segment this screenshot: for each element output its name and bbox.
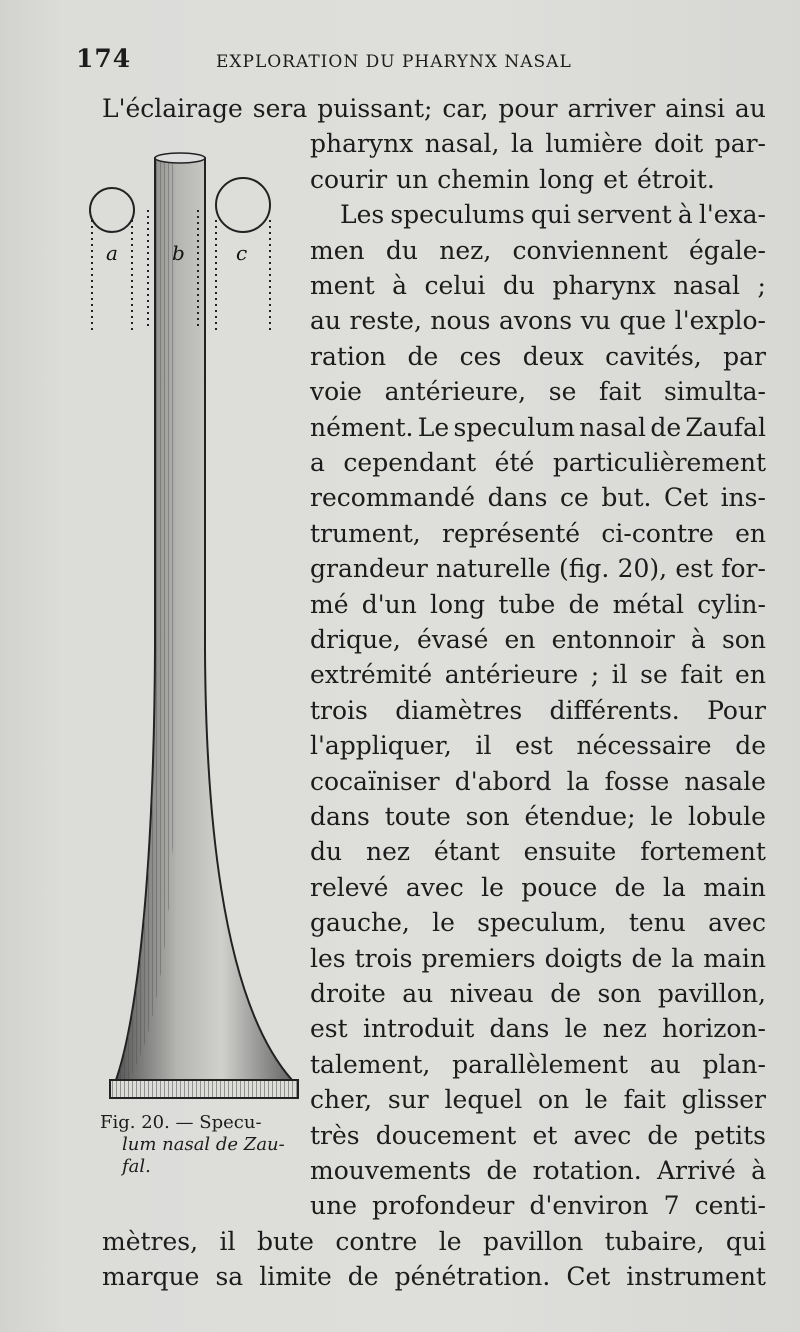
word: évasé xyxy=(416,625,489,654)
word: pavillon xyxy=(483,1227,584,1256)
word: but. xyxy=(601,483,652,512)
word: représenté xyxy=(442,519,581,548)
word: avons xyxy=(499,306,573,335)
word: 20), xyxy=(617,554,668,583)
word: par xyxy=(723,342,766,371)
caption-line-3: fal. xyxy=(122,1156,151,1177)
word: speculum, xyxy=(477,908,607,937)
word: simulta- xyxy=(663,377,766,406)
text-line xyxy=(310,1012,766,1046)
figure-caption xyxy=(100,1112,300,1178)
word: dans xyxy=(489,1014,550,1043)
text-line xyxy=(310,623,766,657)
word: lobule xyxy=(688,802,766,831)
word: particulièrement xyxy=(552,448,766,477)
word: de xyxy=(647,1121,679,1150)
word: de xyxy=(347,1262,379,1291)
word: pouce xyxy=(521,873,598,902)
word: la xyxy=(566,767,590,796)
text-line xyxy=(310,977,766,1011)
caption-line-2: lum nasal de Zau- xyxy=(122,1134,285,1155)
word: doigts xyxy=(544,944,623,973)
word: arriver xyxy=(567,94,656,123)
word: Pour xyxy=(707,696,766,725)
text-line xyxy=(310,729,766,763)
word: speculum xyxy=(453,413,576,442)
word: bute xyxy=(256,1227,314,1256)
word: Cet xyxy=(664,483,708,512)
word: l'appliquer, xyxy=(310,731,452,760)
word: mé xyxy=(310,590,349,619)
word: car, xyxy=(442,94,489,123)
text-line xyxy=(310,552,766,586)
word: son xyxy=(465,802,510,831)
word: été xyxy=(494,448,535,477)
word: courir xyxy=(310,165,388,194)
word: toute xyxy=(384,802,451,831)
word: petits xyxy=(694,1121,766,1150)
word: fait xyxy=(623,1085,666,1114)
word: ces xyxy=(459,342,502,371)
speculum-base xyxy=(110,1080,298,1098)
word: de xyxy=(735,731,766,760)
word: sur xyxy=(387,1085,429,1114)
word: nez xyxy=(602,1014,647,1043)
word: servent xyxy=(577,200,672,229)
text-line xyxy=(310,375,766,409)
word: doit xyxy=(654,129,704,158)
word: celui xyxy=(424,271,486,300)
text-line xyxy=(310,517,766,551)
diameter-circle-a xyxy=(90,188,134,232)
word: L'éclairage xyxy=(102,94,243,123)
word: l'explo- xyxy=(674,306,766,335)
word: cependant xyxy=(343,448,477,477)
word: mouvements xyxy=(310,1156,472,1185)
diameter-circle-c xyxy=(216,178,270,232)
word: étendue; xyxy=(524,802,636,831)
word: étroit. xyxy=(636,165,715,194)
word: trois xyxy=(354,944,413,973)
word: nasal xyxy=(579,413,647,442)
word: grandeur xyxy=(310,554,428,583)
word: puissant; xyxy=(317,94,433,123)
word: nez xyxy=(365,837,411,866)
word: antérieure, xyxy=(384,377,527,406)
word: limite xyxy=(259,1262,332,1291)
word: la xyxy=(510,129,534,158)
text-line xyxy=(310,481,766,515)
word: Les xyxy=(340,200,385,229)
text-line xyxy=(310,765,766,799)
word: au xyxy=(310,306,342,335)
word: doucement xyxy=(375,1121,517,1150)
word: qui xyxy=(725,1227,766,1256)
word: en xyxy=(735,519,766,548)
word: une xyxy=(310,1191,357,1220)
word: antérieure xyxy=(444,660,579,689)
word: avec xyxy=(405,873,464,902)
word: ; xyxy=(590,660,600,689)
word: cher, xyxy=(310,1085,373,1114)
word: rotation. xyxy=(532,1156,642,1185)
word: parallèlement xyxy=(452,1050,629,1079)
word: long xyxy=(538,165,595,194)
word: avec xyxy=(573,1121,632,1150)
word: chemin xyxy=(437,165,530,194)
word: tube xyxy=(498,590,556,619)
text-line xyxy=(310,1083,766,1117)
word: 7 xyxy=(663,1191,680,1220)
word: d'abord xyxy=(454,767,552,796)
word: vu xyxy=(580,306,611,335)
text-line xyxy=(310,906,766,940)
word: drique, xyxy=(310,625,401,654)
word: diamètres xyxy=(395,696,523,725)
word: de xyxy=(631,944,663,973)
word: Le xyxy=(417,413,450,442)
word: on xyxy=(538,1085,570,1114)
word: la xyxy=(671,944,695,973)
word: étant xyxy=(433,837,500,866)
word: du xyxy=(385,236,418,265)
word: men xyxy=(310,236,365,265)
word: et xyxy=(603,165,628,194)
word: il xyxy=(475,731,492,760)
word: instrument xyxy=(626,1262,766,1291)
word: premiers xyxy=(421,944,536,973)
word: au xyxy=(734,94,766,123)
word: trois xyxy=(310,696,368,725)
word: lumière xyxy=(545,129,643,158)
word: ci-contre xyxy=(601,519,714,548)
text-line xyxy=(310,588,766,622)
word: ; xyxy=(757,271,766,300)
word: par- xyxy=(714,129,766,158)
text-line xyxy=(310,234,766,268)
word: très xyxy=(310,1121,360,1150)
word: nez, xyxy=(439,236,492,265)
word: recommandé xyxy=(310,483,476,512)
word: ensuite xyxy=(523,837,617,866)
word: fortement xyxy=(640,837,766,866)
word: conviennent xyxy=(512,236,668,265)
word: les xyxy=(310,944,346,973)
word: main xyxy=(703,873,766,902)
text-line xyxy=(310,694,766,728)
word: plan- xyxy=(702,1050,766,1079)
word: au xyxy=(649,1050,681,1079)
word: en xyxy=(504,625,536,654)
word: est xyxy=(675,554,714,583)
word: de xyxy=(550,979,582,1008)
word: au xyxy=(402,979,434,1008)
word: introduit xyxy=(362,1014,475,1043)
figure-label-a: a xyxy=(106,241,118,265)
word: dans xyxy=(310,802,370,831)
text-line xyxy=(310,340,766,374)
word: cylin- xyxy=(697,590,766,619)
word: et xyxy=(532,1121,558,1150)
text-line xyxy=(310,1119,766,1153)
word: trument, xyxy=(310,519,421,548)
word: sera xyxy=(252,94,308,123)
word: dans xyxy=(487,483,548,512)
word: fait xyxy=(599,377,642,406)
word: nécessaire xyxy=(576,731,712,760)
word: niveau xyxy=(449,979,534,1008)
text-line xyxy=(310,304,766,338)
text-line xyxy=(340,198,766,232)
word: a xyxy=(310,448,325,477)
text-line xyxy=(310,658,766,692)
word: glisser xyxy=(681,1085,766,1114)
word: se xyxy=(640,660,668,689)
text-line xyxy=(310,835,766,869)
caption-line-1: Fig. 20. — Specu- xyxy=(100,1112,262,1133)
word: avec xyxy=(708,908,766,937)
word: main xyxy=(703,944,766,973)
word: sa xyxy=(215,1262,244,1291)
word: deux xyxy=(522,342,584,371)
word: qui xyxy=(530,200,571,229)
page-number: 174 xyxy=(76,44,132,73)
word: nément. xyxy=(310,413,414,442)
word: du xyxy=(310,837,343,866)
word: ment xyxy=(310,271,375,300)
word: un xyxy=(396,165,429,194)
word: se xyxy=(548,377,577,406)
running-title: EXPLORATION DU PHARYNX NASAL xyxy=(216,52,572,72)
word: du xyxy=(502,271,536,300)
text-line xyxy=(102,1225,766,1259)
word: marque xyxy=(102,1262,200,1291)
text-line xyxy=(310,163,766,197)
word: le xyxy=(650,802,674,831)
word: son xyxy=(721,625,766,654)
word: son xyxy=(597,979,642,1008)
word: fait xyxy=(680,660,723,689)
word: d'un xyxy=(361,590,417,619)
text-line xyxy=(310,1189,766,1223)
word: de xyxy=(407,342,439,371)
text-line xyxy=(310,942,766,976)
word: métal xyxy=(612,590,685,619)
text-line xyxy=(310,1048,766,1082)
word: speculums xyxy=(390,200,525,229)
word: horizon- xyxy=(662,1014,766,1043)
word: tenu xyxy=(628,908,686,937)
word: pour xyxy=(498,94,558,123)
word: à xyxy=(751,1156,766,1185)
word: contre xyxy=(335,1227,418,1256)
word: long xyxy=(430,590,486,619)
word: est xyxy=(310,1014,348,1043)
word: for- xyxy=(721,554,766,583)
word: centi- xyxy=(694,1191,766,1220)
word: nasal xyxy=(673,271,741,300)
text-line xyxy=(102,1260,766,1294)
word: relevé xyxy=(310,873,389,902)
word: ration xyxy=(310,342,387,371)
word: de xyxy=(486,1156,518,1185)
word: le xyxy=(564,1014,588,1043)
word: le xyxy=(584,1085,608,1114)
word: le xyxy=(432,908,455,937)
text-line xyxy=(310,871,766,905)
word: la xyxy=(662,873,686,902)
word: Cet xyxy=(566,1262,611,1291)
word: à xyxy=(690,625,706,654)
word: nasale xyxy=(684,767,766,796)
word: extrémité xyxy=(310,660,433,689)
word: Zaufal xyxy=(685,413,766,442)
word: gauche, xyxy=(310,908,410,937)
word: (fig. xyxy=(558,554,610,583)
word: pharynx xyxy=(310,129,414,158)
word: le xyxy=(481,873,504,902)
word: ainsi xyxy=(665,94,725,123)
word: égale- xyxy=(689,236,766,265)
word: entonnoir xyxy=(551,625,675,654)
figure-label-b: b xyxy=(172,241,185,265)
word: de xyxy=(650,413,682,442)
word: de xyxy=(614,873,646,902)
word: mètres, xyxy=(102,1227,199,1256)
word: fosse xyxy=(604,767,670,796)
text-line xyxy=(310,269,766,303)
text-line xyxy=(310,127,766,161)
text-line xyxy=(310,1154,766,1188)
word: voie xyxy=(310,377,362,406)
word: de xyxy=(568,590,600,619)
text-line xyxy=(102,92,766,126)
word: pénétration. xyxy=(394,1262,551,1291)
word: l'exa- xyxy=(698,200,766,229)
text-line xyxy=(310,446,766,480)
word: droite xyxy=(310,979,386,1008)
figure-label-c: c xyxy=(236,241,248,265)
word: cocaïniser xyxy=(310,767,440,796)
word: nasal, xyxy=(424,129,500,158)
word: d'environ xyxy=(529,1191,649,1220)
word: est xyxy=(515,731,553,760)
word: ins- xyxy=(720,483,766,512)
word: lequel xyxy=(444,1085,523,1114)
word: naturelle xyxy=(436,554,551,583)
word: il xyxy=(219,1227,236,1256)
page-header xyxy=(76,44,776,80)
word: talement, xyxy=(310,1050,431,1079)
word: il xyxy=(611,660,628,689)
word: différents. xyxy=(549,696,680,725)
word: pavillon, xyxy=(657,979,766,1008)
word: profondeur xyxy=(372,1191,515,1220)
word: que xyxy=(619,306,667,335)
word: à xyxy=(392,271,408,300)
text-line xyxy=(310,800,766,834)
word: le xyxy=(438,1227,462,1256)
word: à xyxy=(677,200,693,229)
word: en xyxy=(735,660,766,689)
word: reste, xyxy=(349,306,422,335)
speculum-illustration xyxy=(80,150,305,1110)
word: ce xyxy=(559,483,589,512)
word: pharynx xyxy=(552,271,656,300)
word: cavités, xyxy=(605,342,702,371)
text-line xyxy=(310,411,766,445)
word: tubaire, xyxy=(604,1227,705,1256)
word: nous xyxy=(430,306,491,335)
word: Arrivé xyxy=(656,1156,736,1185)
